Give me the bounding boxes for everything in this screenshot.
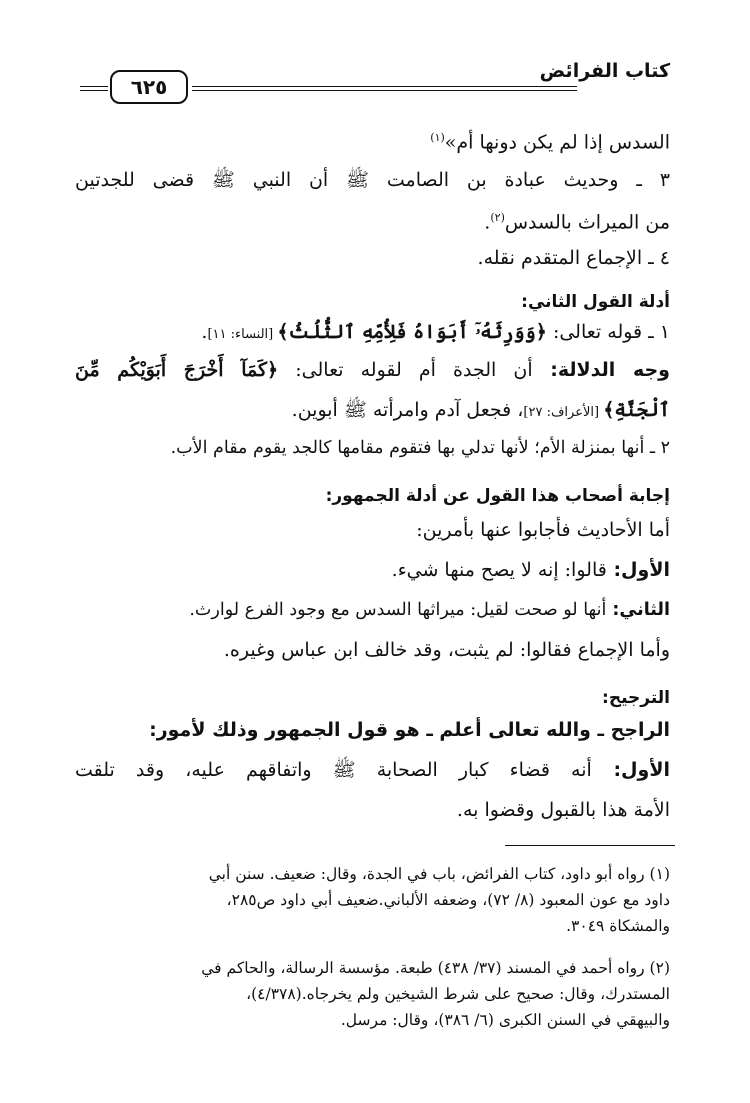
- footnote-number: (١): [649, 865, 670, 883]
- body-line: ١ ـ قوله تعالى: ﴿وَوَرِثَهُۥٓ أَبَوَاهُ فَلِأُمِّهِ ٱلثُّلُثُ﴾ [النساء: ١١].: [201, 321, 670, 343]
- lead-term: الأول:: [591, 759, 671, 781]
- footnote-line: والمشكاة ٣٠٤٩.: [566, 917, 670, 935]
- footnote-line: المستدرك، وقال: صحيح على شرط الشيخين ولم يخرجاه.(٤/٣٧٨)،: [246, 985, 670, 1003]
- body-line: وجه الدلالة: أن الجدة أم لقوله تعالى: ﴿كَمَآ أَخْرَجَ أَبَوَيْكُم مِّنَ: [75, 359, 670, 381]
- header-rule-left: [80, 86, 108, 87]
- quran-verse: ﴿كَمَآ أَخْرَجَ أَبَوَيْكُم مِّنَ: [75, 359, 279, 381]
- footnote-line: (٢) رواه أحمد في المسند (٣٧/ ٤٣٨) طبعة. مؤسسة الرسالة، والحاكم في: [201, 959, 670, 977]
- verse-reference: [الأعراف: ٢٧]: [523, 405, 604, 420]
- footnote-line: داود مع عون المعبود (٨/ ٧٢)، وضعفه الألباني.ضعيف أبي داود ص٢٨٥،: [226, 891, 670, 909]
- running-head-title: كتاب الفرائض: [539, 60, 670, 82]
- quran-verse: ٱلْجَنَّةِ﴾: [603, 399, 670, 421]
- body-line: ٱلْجَنَّةِ﴾ [الأعراف: ٢٧]، فجعل آدم وامرأته ﷺ أبوين.: [291, 399, 670, 421]
- footnote-ref: (٢): [490, 211, 505, 224]
- footnote-separator: [505, 845, 675, 846]
- section-heading: إجابة أصحاب هذا القول عن أدلة الجمهور:: [325, 486, 670, 506]
- body-line: أما الأحاديث فأجابوا عنها بأمرين:: [416, 519, 670, 541]
- footnote-line: (١) رواه أبو داود، كتاب الفرائض، باب في الجدة، وقال: ضعيف. سنن أبي: [208, 865, 670, 883]
- section-heading: أدلة القول الثاني:: [521, 292, 670, 312]
- body-line: ٤ ـ الإجماع المتقدم نقله.: [477, 247, 670, 269]
- section-heading: الترجيح:: [602, 688, 670, 708]
- body-line: الأول: قالوا: إنه لا يصح منها شيء.: [391, 559, 670, 581]
- verse-reference: [النساء: ١١]: [207, 327, 278, 342]
- header-rule: [192, 90, 577, 91]
- page-number-box: [110, 70, 188, 104]
- footnote-line: والبيهقي في السنن الكبرى (٦/ ٣٨٦)، وقال: مرسل.: [340, 1011, 670, 1029]
- body-line: ٢ ـ أنها بمنزلة الأم؛ لأنها تدلي بها فتقوم مقامها كالجد يقوم مقام الأب.: [170, 438, 670, 458]
- lead-term: الأول:: [606, 559, 670, 581]
- footnote-ref: (١): [430, 131, 445, 144]
- body-line: ٣ ـ وحديث عبادة بن الصامت ﷺ أن النبي ﷺ قضى للجدتين: [75, 169, 670, 191]
- header-rule-left: [80, 90, 108, 91]
- quran-verse: ﴿وَوَرِثَهُۥٓ أَبَوَاهُ فَلِأُمِّهِ ٱلثُّلُثُ﴾: [277, 321, 547, 343]
- header-rule: [192, 86, 577, 87]
- body-line: الراجح ـ والله تعالى أعلم ـ هو قول الجمهور وذلك لأمور:: [149, 719, 670, 741]
- body-line: من الميراث بالسدس$^{(٢)}$.: [484, 211, 670, 234]
- page-number: ٦٢٥: [130, 75, 168, 99]
- body-line: السدس إذا لم يكن دونها أم»$^{(١)}$: [430, 131, 670, 154]
- lead-term: وجه الدلالة:: [532, 359, 670, 381]
- body-line: الثاني: أنها لو صحت لقيل: ميراثها السدس مع وجود الفرع لوارث.: [189, 600, 670, 620]
- body-line: الأول: أنه قضاء كبار الصحابة ﷺ واتفاقهم عليه، وقد تلقت: [75, 759, 671, 781]
- body-line: وأما الإجماع فقالوا: لم يثبت، وقد خالف ابن عباس وغيره.: [223, 639, 670, 661]
- lead-term: الثاني:: [606, 600, 670, 620]
- footnote-number: (٢): [649, 959, 670, 977]
- body-line: الأمة هذا بالقبول وقضوا به.: [456, 799, 670, 821]
